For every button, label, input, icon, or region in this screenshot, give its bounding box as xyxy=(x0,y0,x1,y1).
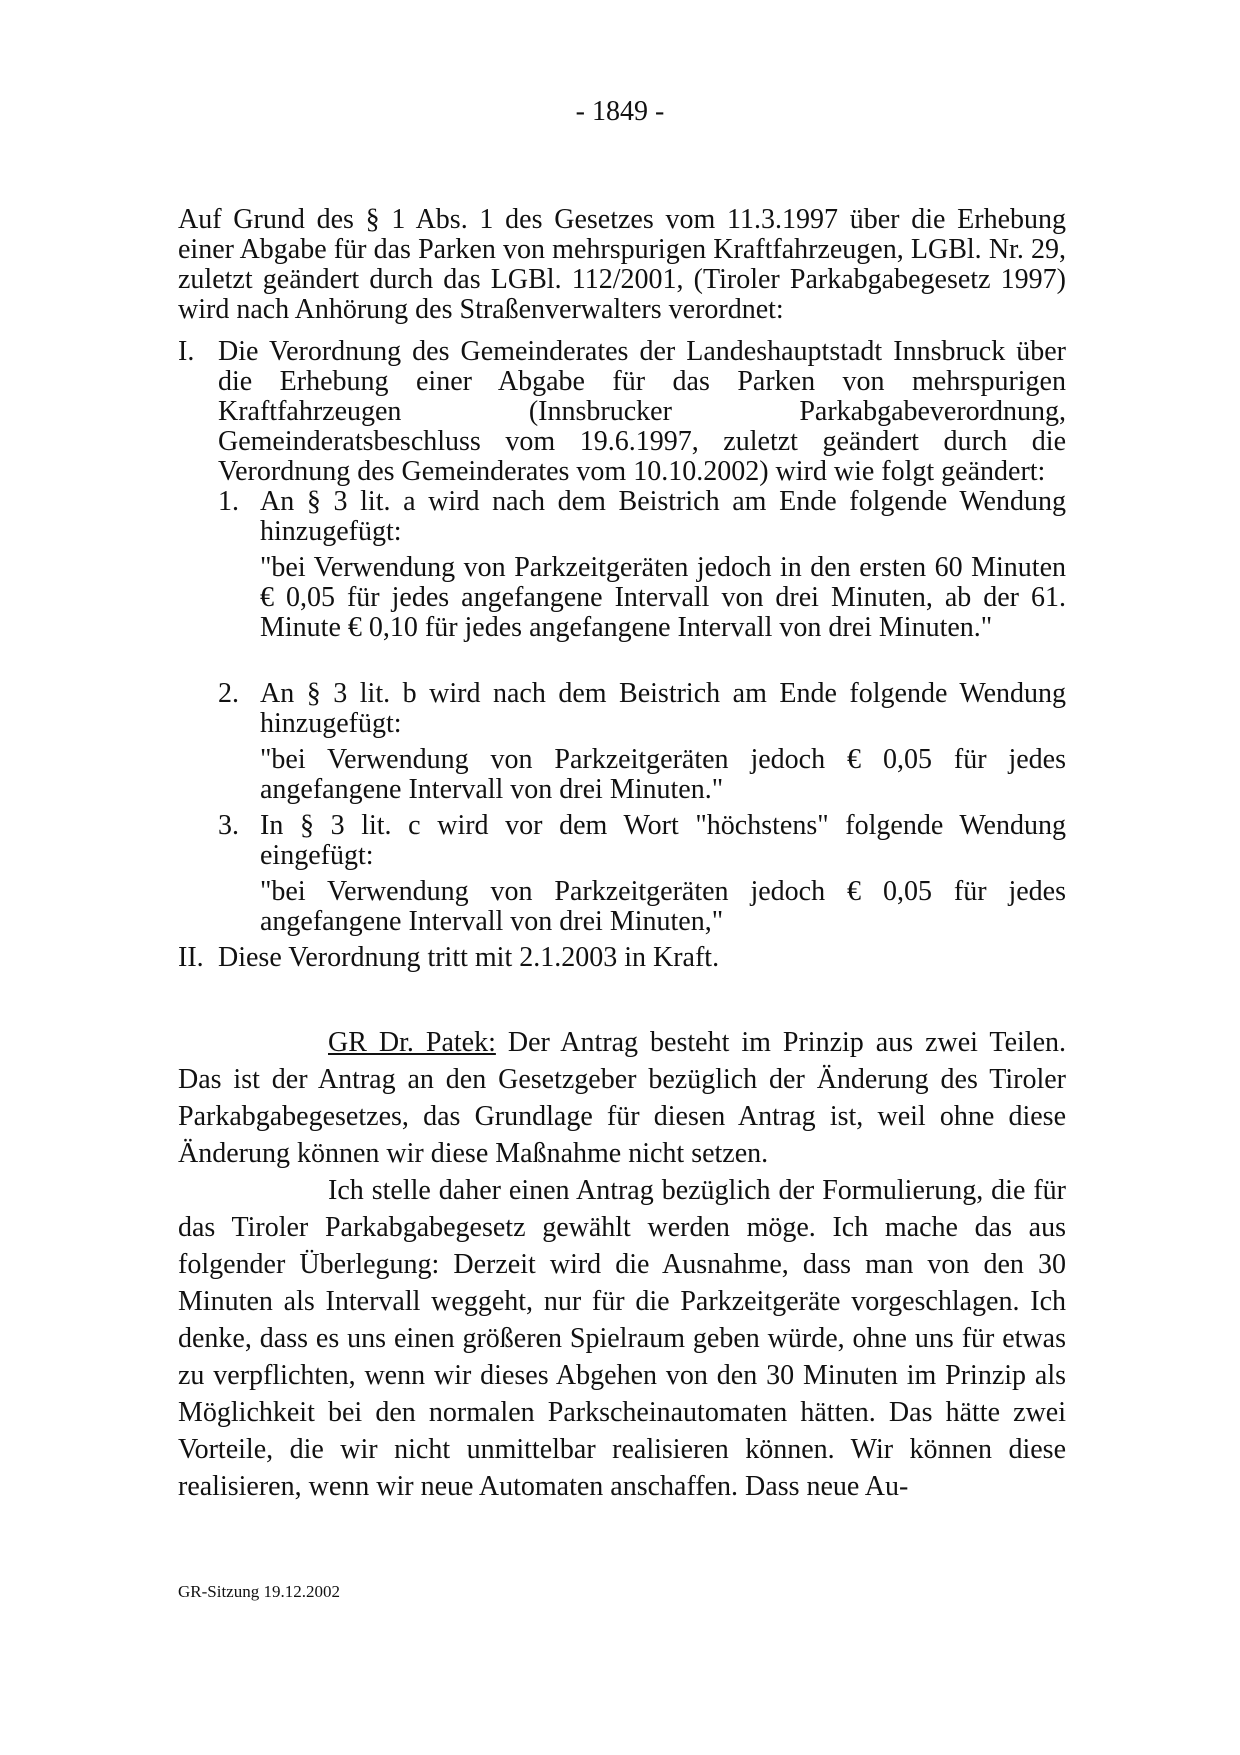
item-1-number: 1. xyxy=(218,486,239,517)
item-2-quote: "bei Verwendung von Parkzeitgeräten jedoch € 0,05 für jedes angefangene Intervall von drei Minuten." xyxy=(260,744,1066,805)
speaker-name: GR Dr. Patek: xyxy=(328,1027,496,1058)
speech-paragraph-1 xyxy=(178,1024,1066,1172)
page-number: - 1849 - xyxy=(575,96,665,127)
item-2-text: An § 3 lit. b wird nach dem Beistrich am Ende folgende Wendung hinzugefügt: xyxy=(260,678,1066,739)
intro-paragraph: Auf Grund des § 1 Abs. 1 des Gesetzes vom 11.3.1997 über die Erhebung einer Abgabe für das Parken von mehrspurigen Kraftfahrzeugen, LGBl. Nr. 29, zuletzt geändert durch das LGBl. 112/2001, (Tiroler Parkabgabegesetz 1997) wird nach Anhörung des Straßenverwalters verordnet: xyxy=(178,204,1066,325)
footer-session-date: GR-Sitzung 19.12.2002 xyxy=(178,1582,340,1601)
item-3-text: In § 3 lit. c wird vor dem Wort "höchstens" folgende Wendung eingefügt: xyxy=(260,810,1066,871)
item-3-quote: "bei Verwendung von Parkzeitgeräten jedoch € 0,05 für jedes angefangene Intervall von drei Minuten," xyxy=(260,876,1066,937)
item-1-quote: "bei Verwendung von Parkzeitgeräten jedoch in den ersten 60 Minuten € 0,05 für jedes angefangene Intervall von drei Minuten, ab der 61. Minute € 0,10 für jedes angefangene Intervall von drei Minuten." xyxy=(260,552,1066,643)
speech-paragraph-1-text: Der Antrag besteht im Prinzip aus zwei Teilen. Das ist der Antrag an den Gesetzgeber bezüglich der Änderung des Tiroler Parkabgabegesetzes, das Grundlage für diesen Antrag ist, weil ohne diese Änderung können wir diese Maßnahme nicht setzen. xyxy=(178,1027,1066,1169)
section-i-label: I. xyxy=(178,336,195,367)
item-2-number: 2. xyxy=(218,678,239,709)
item-3-number: 3. xyxy=(218,810,239,841)
section-ii-text: Diese Verordnung tritt mit 2.1.2003 in Kraft. xyxy=(218,942,720,973)
section-i-text: Die Verordnung des Gemeinderates der Landeshauptstadt Innsbruck über die Erhebung einer Abgabe für das Parken von mehrspurigen Kraftfahrzeugen (Innsbrucker Parkabgabeverordnung, Gemeinderatsbeschluss vom 19.6.1997, zuletzt geändert durch die Verordnung des Gemeinderates vom 10.10.2002) wird wie folgt geändert: xyxy=(218,336,1066,487)
item-1-text: An § 3 lit. a wird nach dem Beistrich am Ende folgende Wendung hinzugefügt: xyxy=(260,486,1066,547)
section-ii-label: II. xyxy=(178,942,204,973)
speech-paragraph-2: Ich stelle daher einen Antrag bezüglich der Formulierung, die für das Tiroler Parkabgabegesetz gewählt werden möge. Ich mache das aus folgender Überlegung: Derzeit wird die Ausnahme, dass man von den 30 Minuten als Intervall weggeht, nur für die Parkzeitgeräte vorgeschlagen. Ich denke, dass es uns einen größeren Spielraum geben würde, ohne uns für etwas zu verpflichten, wenn wir dieses Abgehen von den 30 Minuten im Prinzip als Möglichkeit bei den normalen Parkscheinautomaten hätten. Das hätte zwei Vorteile, die wir nicht unmittelbar realisieren können. Wir können diese realisieren, wenn wir neue Automaten anschaffen. Dass neue Au- xyxy=(178,1175,1066,1502)
